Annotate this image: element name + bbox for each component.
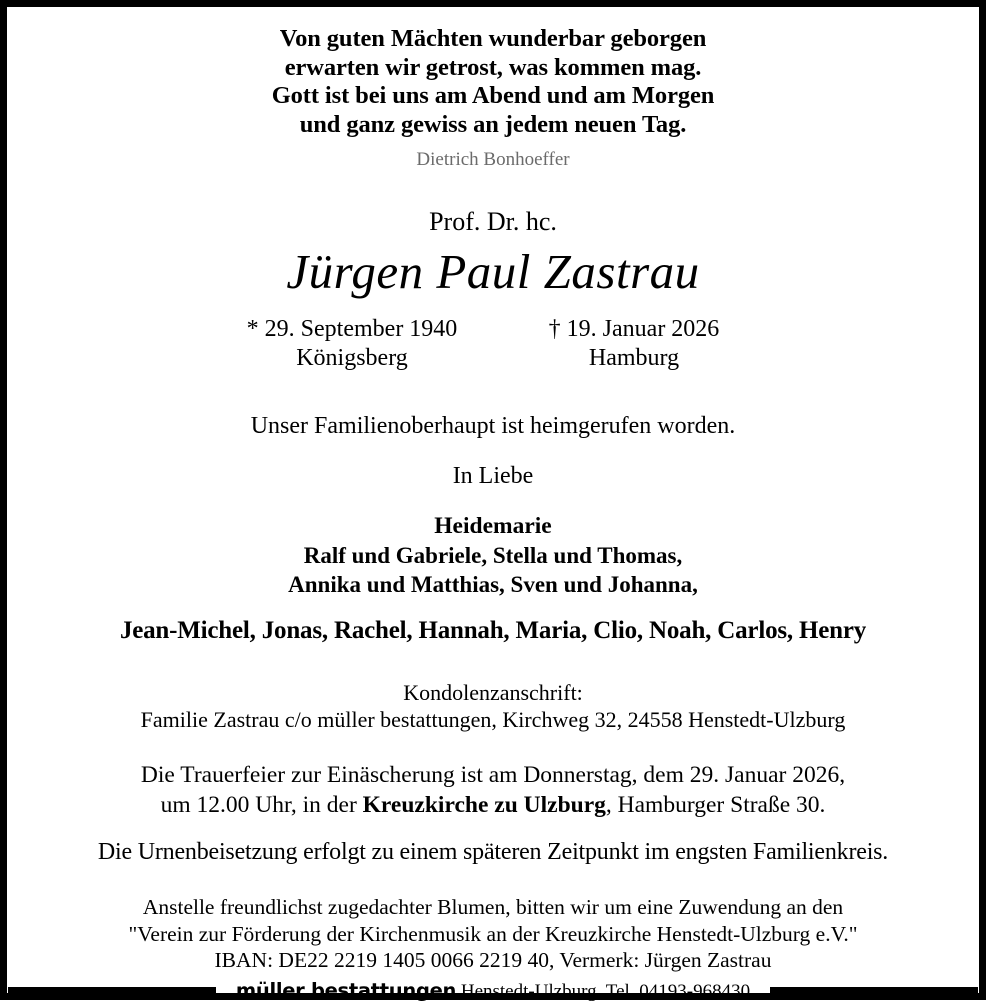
- birth-date: 29. September 1940: [264, 316, 458, 342]
- survivors-list: [29, 512, 957, 646]
- footer-text: [236, 980, 750, 1003]
- condolence-block: [29, 679, 957, 733]
- service-address-suffix: , Hamburger Straße 30.: [605, 792, 826, 818]
- funeral-home-contact: Henstedt-Ulzburg, Tel. 04193-968430: [456, 980, 751, 1002]
- survivor-couples-1: Ralf und Gabriele, Stella und Thomas,: [303, 543, 683, 568]
- survivor-widow: Heidemarie: [434, 513, 552, 539]
- verse-line-1: Von guten Mächten wunderbar geborgen: [279, 25, 707, 52]
- verse-line-3: Gott ist bei uns am Abend und am Morgen: [271, 82, 715, 109]
- service-line-2: [29, 790, 957, 820]
- condolence-address: Familie Zastrau c/o müller bestattungen, Kirchweg 32, 24558 Henstedt-Ulzburg: [140, 707, 846, 732]
- donation-line-2: "Verein zur Förderung der Kirchenmusik an der Kreuzkirche Henstedt-Ulzburg e.V.": [128, 921, 858, 946]
- funeral-home-footer: [7, 980, 979, 1007]
- urn-burial-note: Die Urnenbeisetzung erfolgt zu einem späteren Zeitpunkt im engsten Familienkreis.: [97, 839, 889, 865]
- closing-text: In Liebe: [452, 463, 534, 489]
- funeral-home-logo: müller bestattungen: [235, 978, 457, 1002]
- death-place: Hamburg: [588, 344, 680, 371]
- footer-rule-right-icon: [770, 987, 978, 996]
- footer-rule-left-icon: [8, 987, 216, 996]
- honorific-title: Prof. Dr. hc.: [429, 207, 557, 236]
- service-line-1: Die Trauerfeier zur Einäscherung ist am Donnerstag, dem 29. Januar 2026,: [140, 762, 846, 788]
- donation-iban: IBAN: DE22 2219 1405 0066 2219 40, Vermerk: Jürgen Zastrau: [214, 948, 772, 972]
- funeral-service-block: [29, 760, 957, 820]
- service-time-prefix: um 12.00 Uhr, in der: [160, 792, 363, 818]
- verse-line-4: und ganz gewiss an jedem neuen Tag.: [299, 110, 687, 138]
- death-info: [511, 315, 757, 372]
- memorial-verse: [29, 25, 957, 139]
- deceased-name: Jürgen Paul Zastrau: [286, 244, 700, 299]
- notice-content: [7, 7, 979, 974]
- verse-attribution: Dietrich Bonhoeffer: [416, 149, 570, 170]
- verse-line-2: erwarten wir getrost, was kommen mag.: [284, 53, 702, 81]
- donation-block: [29, 894, 957, 974]
- life-dates: [29, 315, 957, 372]
- announcement-text: Unser Familienoberhaupt ist heimgerufen worden.: [250, 413, 736, 439]
- cross-symbol-icon: †: [548, 316, 561, 342]
- survivor-couples-2: Annika und Matthias, Sven und Johanna,: [288, 572, 698, 597]
- donation-line-1: Anstelle freundlichst zugedachter Blumen, bitten wir um eine Zuwendung an den: [142, 895, 844, 919]
- service-venue: Kreuzkirche zu Ulzburg: [362, 792, 606, 818]
- birth-place: Königsberg: [296, 344, 408, 371]
- birth-symbol-icon: *: [246, 316, 259, 342]
- condolence-heading: Kondolenzanschrift:: [403, 680, 583, 705]
- survivor-grandchildren: Jean-Michel, Jonas, Rachel, Hannah, Maria, Clio, Noah, Carlos, Henry: [119, 617, 867, 644]
- birth-info: [229, 315, 475, 372]
- death-date: 19. Januar 2026: [566, 316, 720, 342]
